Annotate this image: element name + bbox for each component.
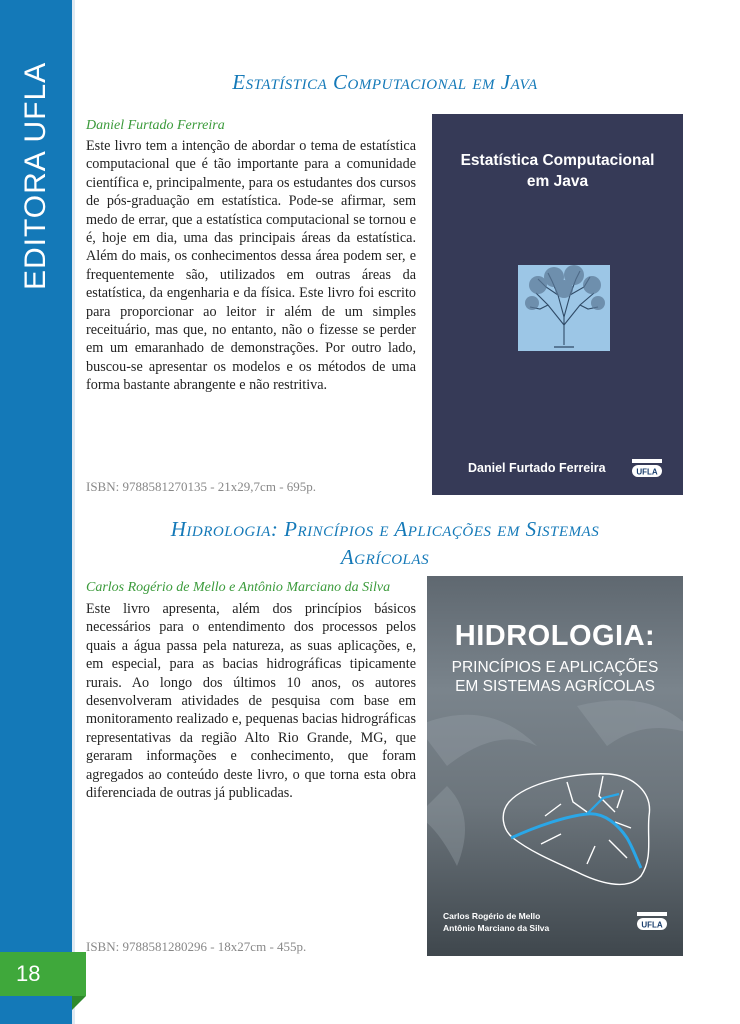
cover-subtitle-line-2: EM SISTEMAS AGRÍCOLAS [455,678,655,695]
svg-text:UFLA: UFLA [636,467,658,477]
book-description-2: Este livro apresenta, além dos princípios básicos necessários para o entendimento dos processos pelos quais a água passa pela natureza, as suas aplicações, e, em especial, para as bacias hidrográficas tipicamente rurais. Ao longo dos últimos 10 anos, os autores desenvolveram atividades de pesquisa com base em monitoramento realizado e, pequenas bacias hidrográficas representativas da região Alto Rio Grande, MG, que geraram informações e conhecimento, que foram agregados ao conteúdo deste livro, o que torna esta obra diferenciada de outras já publicadas. [86,601,416,802]
ufla-logo-icon [637,912,667,932]
cover-title-2: HIDROLOGIA: [454,620,656,652]
tree-illustration [518,265,610,351]
book-title-2-line-2: Agrícolas [340,545,430,569]
cover-author-line-2: Antônio Marciano da Silva [443,923,550,933]
book-isbn-2: ISBN: 9788581280296 - 18x27cm - 455p. [86,939,307,954]
cover-subtitle-line-1: PRINCÍPIOS E APLICAÇÕES [451,659,659,676]
cover-title-line-2: em Java [526,173,589,190]
cover-subtitle-2 [427,658,683,696]
book-author-1: Daniel Furtado Ferreira [86,118,225,133]
page-tab-fold [72,996,86,1010]
cover-title-1 [432,150,683,192]
book-title-2-line-1: Hidrologia: Princípios e Aplicações em Sistemas [170,517,600,541]
book-title-2 [100,515,670,571]
cover-author-line-1: Carlos Rogério de Mello [443,911,541,921]
book-description-1: Este livro tem a intenção de abordar o tema de estatística computacional que é tão importante para a comunidade científica e, principalmente, para os estudantes dos cursos de pós-graduação em estatística. Pode-se afirmar, sem medo de errar, que a estatística computacional se tornou e é, hoje em dia, uma das principais áreas da estatística. Além do mais, os conhecimentos dessa área podem ser, e frequentemente são, utilizados em outras áreas da estatística, da engenharia e da física. Este livro foi escrito para proporcionar ao leitor ir além de um simples receituário, mas que, no entanto, não o fizesse se perder em um emaranhado de demonstrações. Por outro lado, buscou-se apresentar os modelos e os métodos de uma forma bastante abrangente e não restritiva. [86,138,416,394]
svg-text:UFLA: UFLA [641,920,663,930]
cover-title-line-1: Estatística Computacional [460,152,655,169]
book-title-1: Estatística Computacional em Java [232,70,538,94]
book-author-2: Carlos Rogério de Mello e Antônio Marciano da Silva [86,580,391,595]
book-isbn-1: ISBN: 9788581270135 - 21x29,7cm - 695p. [86,479,317,494]
sidebar-divider [72,0,75,1024]
book-cover-2 [427,576,683,956]
cover-author-1: Daniel Furtado Ferreira [468,461,606,475]
cover-authors-2 [443,910,549,934]
page-number: 18 [0,952,86,996]
publisher-brand: EDITORA UFLA [19,61,52,290]
ufla-logo-icon [632,459,662,479]
book-cover-1 [432,114,683,495]
